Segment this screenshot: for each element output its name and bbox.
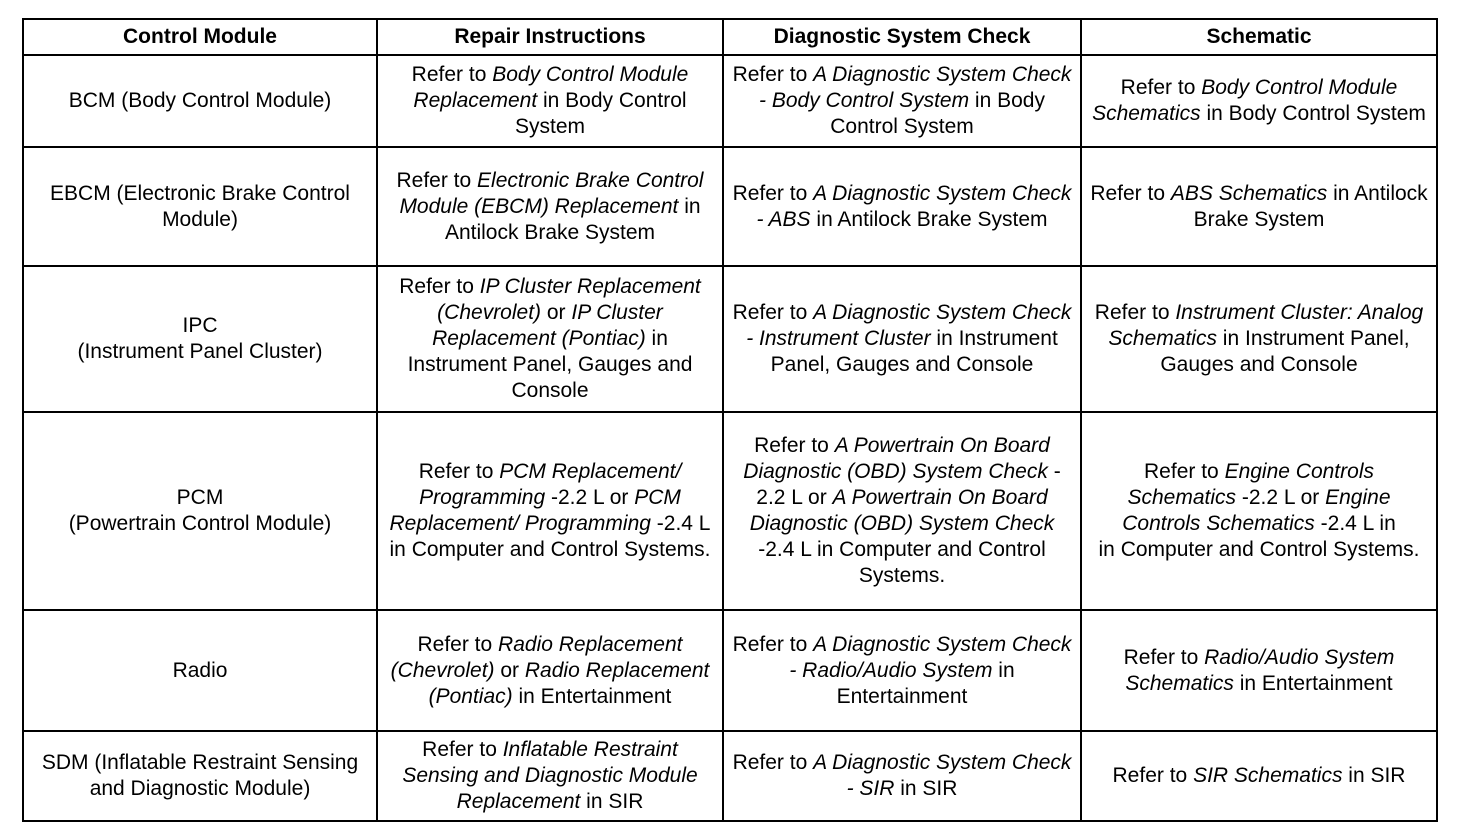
module-cell: [23, 266, 377, 412]
diagnostic-location: in Body Control System: [830, 89, 1045, 138]
schematic-cell: [1081, 266, 1437, 412]
table-row: [23, 731, 1437, 821]
module-cell: [23, 610, 377, 731]
schematic-cell: [1081, 610, 1437, 731]
repair-variant: -2.2 L or: [545, 486, 635, 509]
diagnostic-reference: A Diagnostic System Check - Radio/Audio System: [789, 632, 1072, 682]
diagnostic-cell: [723, 610, 1081, 731]
schematic-location: in Antilock Brake System: [1193, 181, 1428, 231]
header-diagnostic-system-check: Diagnostic System Check: [723, 19, 1081, 55]
table-row: [23, 610, 1437, 731]
schematic-location: in Entertainment: [1233, 671, 1393, 695]
repair-prefix: Refer to: [418, 460, 500, 483]
schematic-reference: SIR Schematics: [1193, 764, 1343, 787]
diagnostic-variant: - 2.2 L or: [756, 460, 1061, 509]
repair-prefix: Refer to: [422, 738, 503, 761]
module-abbreviation: PCM: [176, 486, 224, 509]
schematic-reference: Radio/Audio System Schematics: [1125, 645, 1395, 695]
repair-cell: [377, 55, 723, 147]
module-name: EBCM (Electronic Brake Control Module): [50, 181, 350, 231]
table-header: [23, 19, 1437, 55]
repair-reference: Electronic Brake Control Module (EBCM) Replacement: [399, 168, 704, 218]
repair-cell: [377, 610, 723, 731]
schematic-cell: [1081, 147, 1437, 266]
control-module-table: [22, 18, 1438, 822]
repair-cell: [377, 412, 723, 610]
repair-cell: [377, 266, 723, 412]
repair-connector: or: [541, 301, 572, 324]
module-cell: [23, 731, 377, 821]
diagnostic-location: in Computer and Control Systems.: [811, 538, 1046, 587]
module-name: Radio: [172, 658, 228, 682]
diagnostic-reference-alt: A Powertrain On Board Diagnostic (OBD) System Check: [749, 486, 1055, 535]
schematic-reference: Instrument Cluster: Analog Schematics: [1108, 301, 1424, 350]
table-row: [23, 147, 1437, 266]
diagnostic-reference: A Diagnostic System Check - Instrument Cluster: [746, 301, 1072, 350]
schematic-reference-alt: Engine Controls Schematics: [1122, 486, 1391, 535]
schematic-prefix: Refer to: [1144, 460, 1225, 483]
table-body: [23, 55, 1437, 821]
schematic-location: in Instrument Panel, Gauges and Console: [1160, 327, 1410, 376]
diagnostic-prefix: Refer to: [732, 751, 814, 774]
repair-location: in Body Control System: [514, 89, 687, 138]
repair-prefix: Refer to: [417, 632, 499, 656]
repair-location: in Entertainment: [512, 684, 672, 708]
schematic-variant-alt: -2.4 L in: [1314, 512, 1396, 535]
diagnostic-prefix: Refer to: [754, 434, 835, 457]
module-name: BCM (Body Control Module): [68, 89, 332, 112]
diagnostic-cell: [723, 55, 1081, 147]
diagnostic-prefix: Refer to: [732, 181, 814, 205]
table-row: [23, 412, 1437, 610]
repair-cell: [377, 147, 723, 266]
header-row: [23, 19, 1437, 55]
module-abbreviation: IPC: [182, 314, 218, 337]
schematic-cell: [1081, 55, 1437, 147]
repair-reference: PCM Replacement/ Programming: [419, 460, 682, 509]
repair-reference-alt: IP Cluster Replacement (Pontiac): [432, 301, 663, 350]
repair-reference-alt: PCM Replacement/ Programming: [389, 486, 681, 535]
schematic-cell: [1081, 412, 1437, 610]
repair-reference: Body Control Module Replacement: [413, 63, 689, 112]
repair-reference: Inflatable Restraint Sensing and Diagnostic Module Replacement: [402, 738, 698, 813]
diagnostic-cell: [723, 147, 1081, 266]
module-name: SDM (Inflatable Restraint Sensing and Diagnostic Module): [41, 751, 359, 800]
diagnostic-location: in Entertainment: [836, 658, 1015, 708]
diagnostic-reference: A Diagnostic System Check - Body Control System: [759, 63, 1072, 112]
schematic-prefix: Refer to: [1120, 76, 1202, 99]
schematic-location: in Body Control System: [1200, 102, 1426, 125]
diagnostic-variant-alt: -2.4 L: [758, 538, 812, 561]
module-cell: [23, 55, 377, 147]
header-control-module: Control Module: [23, 19, 377, 55]
module-cell: [23, 412, 377, 610]
table-row: [23, 55, 1437, 147]
diagnostic-cell: [723, 266, 1081, 412]
repair-reference-alt: Radio Replacement (Pontiac): [428, 658, 710, 708]
diagnostic-location: in Antilock Brake System: [810, 207, 1048, 231]
module-cell: [23, 147, 377, 266]
schematic-reference: Engine Controls Schematics: [1127, 460, 1374, 509]
repair-location: in SIR: [580, 790, 644, 813]
schematic-variant: -2.2 L or: [1236, 486, 1326, 509]
schematic-location: in SIR: [1342, 764, 1406, 787]
schematic-prefix: Refer to: [1123, 645, 1205, 669]
module-full-name: (Powertrain Control Module): [68, 512, 332, 535]
repair-reference: IP Cluster Replacement (Chevrolet): [437, 275, 701, 324]
header-repair-instructions: Repair Instructions: [377, 19, 723, 55]
repair-location: in Instrument Panel, Gauges and Console: [407, 327, 693, 402]
repair-prefix: Refer to: [396, 168, 478, 192]
module-full-name: (Instrument Panel Cluster): [77, 340, 323, 363]
schematic-prefix: Refer to: [1094, 301, 1176, 324]
repair-reference: Radio Replacement (Chevrolet): [390, 632, 683, 682]
diagnostic-cell: [723, 412, 1081, 610]
header-schematic: Schematic: [1081, 19, 1437, 55]
diagnostic-reference: A Powertrain On Board Diagnostic (OBD) System Check: [743, 434, 1050, 483]
schematic-reference: Body Control Module Schematics: [1092, 76, 1398, 125]
repair-location: in Antilock Brake System: [444, 194, 701, 244]
schematic-prefix: Refer to: [1112, 764, 1194, 787]
schematic-prefix: Refer to: [1090, 181, 1171, 205]
diagnostic-prefix: Refer to: [732, 301, 814, 324]
repair-variant-alt: -2.4 L: [650, 512, 711, 535]
repair-connector: or: [494, 658, 525, 682]
diagnostic-reference: A Diagnostic System Check - SIR: [813, 751, 1072, 800]
table-row: [23, 266, 1437, 412]
diagnostic-location: in SIR: [894, 777, 958, 800]
diagnostic-location: in Instrument Panel, Gauges and Console: [770, 327, 1058, 376]
diagnostic-prefix: Refer to: [732, 632, 814, 656]
schematic-reference: ABS Schematics: [1170, 181, 1328, 205]
diagnostic-cell: [723, 731, 1081, 821]
schematic-cell: [1081, 731, 1437, 821]
diagnostic-reference: A Diagnostic System Check - ABS: [756, 181, 1072, 231]
repair-location: in Computer and Control Systems.: [389, 538, 711, 561]
diagnostic-prefix: Refer to: [732, 63, 814, 86]
repair-prefix: Refer to: [411, 63, 493, 86]
repair-prefix: Refer to: [399, 275, 480, 298]
schematic-location: in Computer and Control Systems.: [1098, 538, 1420, 561]
repair-cell: [377, 731, 723, 821]
